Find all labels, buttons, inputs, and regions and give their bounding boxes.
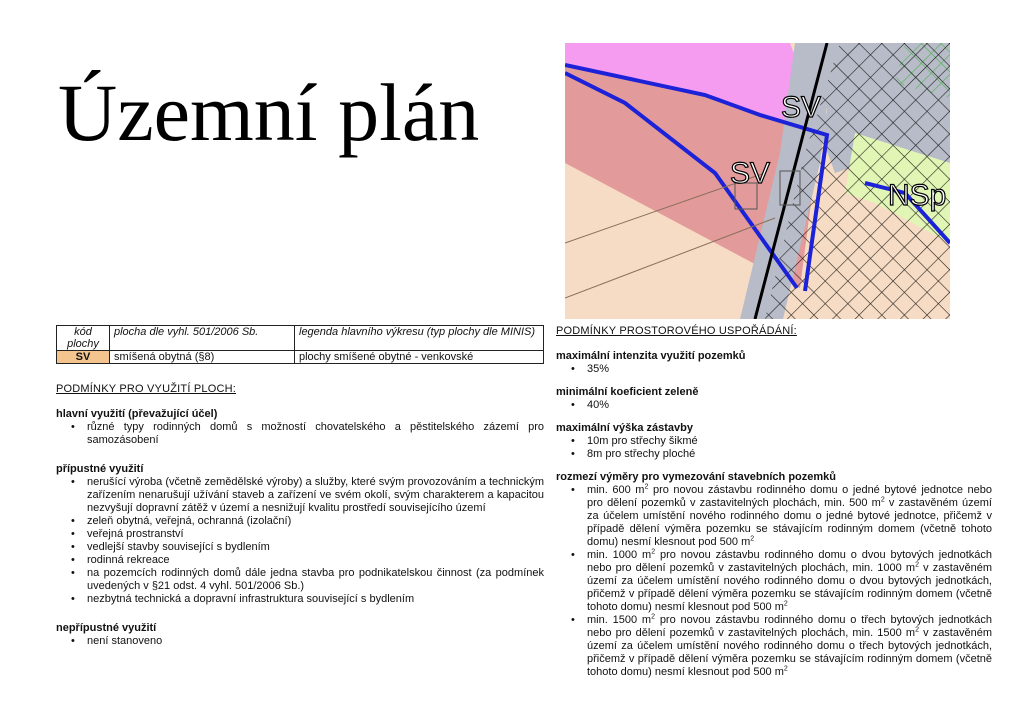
green-coefficient-list: [556, 399, 992, 412]
map-label-nsp: NSp: [888, 179, 947, 212]
list-item: • nerušící výroba (včetně zemědělské výroby) a služby, které svým provozováním a technickým zařízením nenarušují užívání staveb a zařízení ve svém okolí, svým charakterem a kapacitou nezvyšují dopravní zátěž v území a nesnižují kvalitu prostředí souvisejícího území: [87, 476, 544, 515]
spatial-conditions: [556, 325, 992, 679]
list-item: • 35%: [587, 363, 992, 376]
list-item: • na pozemcích rodinných domů dále jedna stavba pro podnikatelskou činnost (za podmínek uvedených v §21 odst. 4 vyhl. 501/2006 Sb.): [87, 567, 544, 593]
section-heading: PODMÍNKY PRO VYUŽITÍ PLOCH:: [56, 383, 237, 395]
table-cell-area: smíšená obytná (§8): [110, 351, 295, 364]
zoning-code-table: [56, 325, 544, 364]
intensity-heading: maximální intenzita využití pozemků: [556, 350, 746, 362]
allowed-use-heading: přípustné využití: [56, 463, 144, 475]
list-item: • nezbytná technická a dopravní infrastruktura související s bydlením: [87, 593, 544, 606]
plot-size-heading: rozmezí výměry pro vymezování stavebních pozemků: [556, 471, 836, 483]
table-cell-legend: plochy smíšené obytné - venkovské: [295, 351, 544, 364]
table-header-code: kód plochy: [57, 326, 110, 351]
page-title: Územní plán: [58, 67, 480, 158]
list-item: • min. 1000 $m^2$ pro novou zástavbu rodinného domu o dvou bytových jednotkách nebo pro dělení pozemků v zastavitelných plochách, min. 1000 $m^2$ v zastavěném území za účelem umístění nového rodinného domu o dvou bytových jednotkách, přičemž v případě dělení výměra pozemku se stávajícím rodinným domem (včetně tohoto domu) nesmí klesnout pod 500 $m^2$: [587, 549, 992, 614]
height-heading: maximální výška zástavby: [556, 422, 693, 434]
zoning-map-svg: [565, 43, 950, 319]
table-header-area: plocha dle vyhl. 501/2006 Sb.: [110, 326, 295, 351]
list-item: • rodinná rekreace: [87, 554, 544, 567]
list-item: • 8m pro střechy ploché: [587, 448, 992, 461]
section-heading: PODMÍNKY PROSTOROVÉHO USPOŘÁDÁNÍ:: [556, 325, 797, 337]
list-item: • různé typy rodinných domů s možností chovatelského a pěstitelského zázemí pro samozásobení: [87, 421, 544, 447]
plot-size-list: [556, 484, 992, 679]
forbidden-use-list: [56, 635, 544, 648]
list-item: • zeleň obytná, veřejná, ochranná (izolační): [87, 515, 544, 528]
green-coefficient-heading: minimální koeficient zeleně: [556, 386, 699, 398]
forbidden-use-heading: nepřípustné využití: [56, 622, 157, 634]
intensity-list: [556, 363, 992, 376]
list-item: • min. 1500 $m^2$ pro novou zástavbu rodinného domu o třech bytových jednotkách nebo pro dělení pozemků v zastavitelných plochách, min. 1500 $m^2$ v zastavěném území za účelem umístění nového rodinného domu o třech bytových jednotkách, přičemž v případě dělení výměra pozemku se stávajícím rodinným domem (včetně tohoto domu) nesmí klesnout pod 500 $m^2$: [587, 614, 992, 679]
height-list: [556, 435, 992, 461]
main-use-heading: hlavní využití (převažující účel): [56, 408, 218, 420]
zoning-map-image: [565, 43, 950, 319]
list-item: • není stanoveno: [87, 635, 544, 648]
usage-conditions: [56, 383, 544, 648]
list-item: • 40%: [587, 399, 992, 412]
map-label-sv-top: SV: [781, 91, 822, 124]
map-label-sv: SV: [730, 157, 771, 190]
table-header-legend: legenda hlavního výkresu (typ plochy dle MINIS): [295, 326, 544, 351]
allowed-use-list: [56, 476, 544, 606]
list-item: • veřejná prostranství: [87, 528, 544, 541]
list-item: • 10m pro střechy šikmé: [587, 435, 992, 448]
main-use-list: [56, 421, 544, 447]
list-item: • vedlejší stavby související s bydlením: [87, 541, 544, 554]
table-cell-code: SV: [57, 351, 110, 364]
list-item: • min. 600 $m^2$ pro novou zástavbu rodinného domu o jedné bytové jednotce nebo pro dělení pozemků v zastavitelných plochách, min. 500 $m^2$ v zastavěném území za účelem umístění nového rodinného domu o jedné bytové jednotce, přičemž v případě dělení výměra pozemku se stávajícím rodinným domem (včetně tohoto domu) nesmí klesnout pod 500 $m^2$: [587, 484, 992, 549]
